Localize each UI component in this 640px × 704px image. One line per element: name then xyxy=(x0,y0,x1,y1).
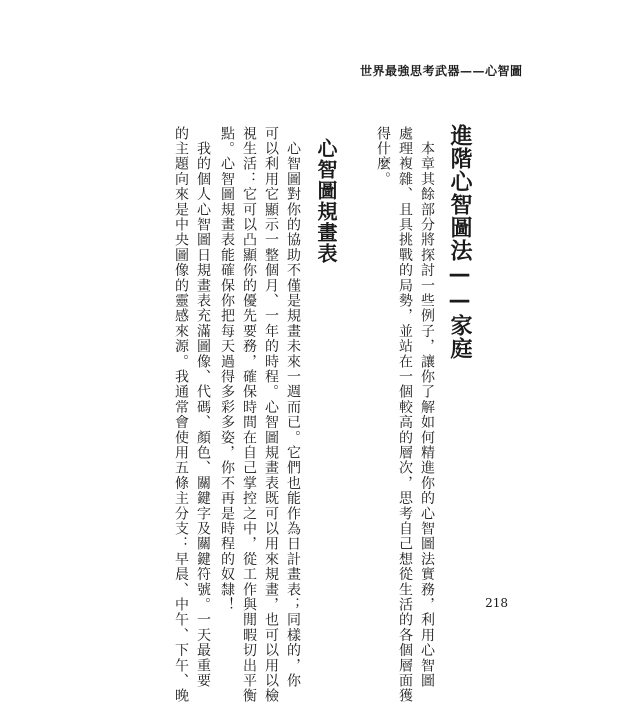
subsection-paragraph1-line-2: 可以利用它顯示一整個月、一年的時程。心智圖規畫表既可以用來規畫，也可以用以檢 xyxy=(263,126,279,704)
page-number: 218 xyxy=(485,596,508,610)
section-paragraph-line-3: 得什麼。 xyxy=(375,126,391,187)
section-heading: 進階心智圖法——家庭 xyxy=(447,124,472,360)
running-head: 世界最強思考武器——心智圖 xyxy=(360,64,523,78)
subsection-paragraph2-line-1: 我的個人心智圖日規畫表充滿圖像、代碼、顏色、關鍵字及關鍵符號。一天最重要 xyxy=(195,126,211,689)
section-paragraph-line-2: 處理複雜、且具挑戰的局勢，並站在一個較高的層次，思考自己想從生活的各個層面獲 xyxy=(397,126,413,704)
subsection-heading: 心智圖規畫表 xyxy=(314,138,338,264)
subsection-paragraph1-line-1: 心智圖對你的協助不僅是規畫未來一週而已。它們也能作為日計畫表；同樣的，你 xyxy=(285,126,301,689)
subsection-paragraph1-line-3: 視生活：它可以凸顯你的優先要務，確保時間在自己掌控之中，從工作與閒暇切出平衡 xyxy=(241,126,257,704)
section-paragraph-line-1: 本章其餘部分將探討一些例子，讓你了解如何精進你的心智圖法實務，利用心智圖 xyxy=(419,126,435,689)
subsection-paragraph2-line-2: 的主題向來是中央圖像的靈感來源。我通常會使用五條主分支：早晨、中午、下午、晚 xyxy=(173,126,189,704)
subsection-paragraph1-line-4: 點。心智圖規畫表能確保你把每天過得多彩多姿，你不再是時程的奴隸！ xyxy=(219,126,235,613)
